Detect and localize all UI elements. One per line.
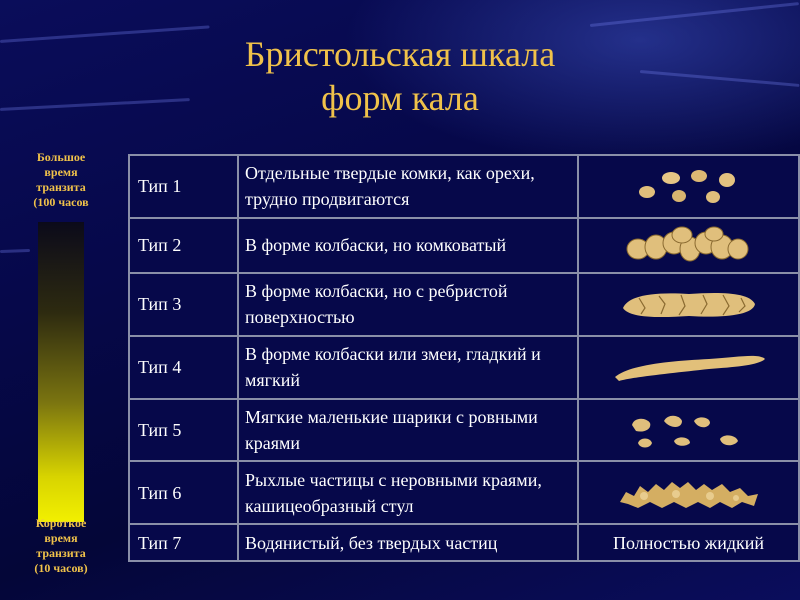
type-cell: Тип 5: [129, 399, 238, 462]
transit-time-gradient-bar: [38, 222, 84, 522]
short-transit-label-line: Короткое: [35, 516, 87, 530]
table-row: [129, 155, 799, 218]
description-cell: Рыхлые частицы с неровными краями, кашицеобразный стул: [238, 461, 578, 524]
type-cell: Тип 1: [129, 155, 238, 218]
description-cell: Мягкие маленькие шарики с ровными краями: [238, 399, 578, 462]
background-streak: [590, 2, 799, 27]
picture-cell: [578, 273, 799, 336]
note-cell: Полностью жидкий: [578, 524, 799, 561]
separate-lumps-icon: [629, 166, 749, 206]
picture-cell: [578, 399, 799, 462]
table-row: [129, 218, 799, 273]
short-transit-label-line: (10 часов): [34, 561, 88, 575]
fluffy-pieces-icon: [614, 472, 764, 514]
picture-cell: [578, 336, 799, 399]
type-cell: Тип 4: [129, 336, 238, 399]
long-transit-label: [6, 150, 116, 210]
short-transit-label-line: транзита: [36, 546, 86, 560]
background-streak: [0, 249, 30, 253]
soft-blobs-icon: [624, 409, 754, 451]
long-transit-label-line: (100 часов: [33, 195, 89, 209]
smooth-snake-icon: [609, 347, 769, 387]
description-cell: В форме колбаски, но с ребристой поверхностью: [238, 273, 578, 336]
description-cell: Отдельные твердые комки, как орехи, трудно продвигаются: [238, 155, 578, 218]
long-transit-label-line: транзита: [36, 180, 86, 194]
table-row: [129, 273, 799, 336]
table-row: [129, 399, 799, 462]
picture-cell: [578, 218, 799, 273]
type-cell: Тип 2: [129, 218, 238, 273]
description-cell: Водянистый, без твердых частиц: [238, 524, 578, 561]
table-row: [129, 461, 799, 524]
table-row: [129, 524, 799, 561]
picture-cell: [578, 155, 799, 218]
description-cell: В форме колбаски или змеи, гладкий и мягкий: [238, 336, 578, 399]
type-cell: Тип 7: [129, 524, 238, 561]
table-row: [129, 336, 799, 399]
slide-title-line-1: Бристольская шкала: [244, 34, 556, 74]
short-transit-label-line: время: [44, 531, 78, 545]
slide-title-line-2: форм кала: [321, 78, 479, 118]
type-cell: Тип 6: [129, 461, 238, 524]
picture-cell: [578, 461, 799, 524]
cracked-sausage-icon: [619, 284, 759, 324]
slide-title: [0, 32, 800, 120]
short-transit-label: [6, 516, 116, 576]
bristol-scale-table: [128, 154, 800, 562]
description-cell: В форме колбаски, но комковатый: [238, 218, 578, 273]
lumpy-sausage-icon: [624, 223, 754, 267]
long-transit-label-line: Большое: [36, 150, 86, 164]
type-cell: Тип 3: [129, 273, 238, 336]
long-transit-label-line: время: [44, 165, 78, 179]
